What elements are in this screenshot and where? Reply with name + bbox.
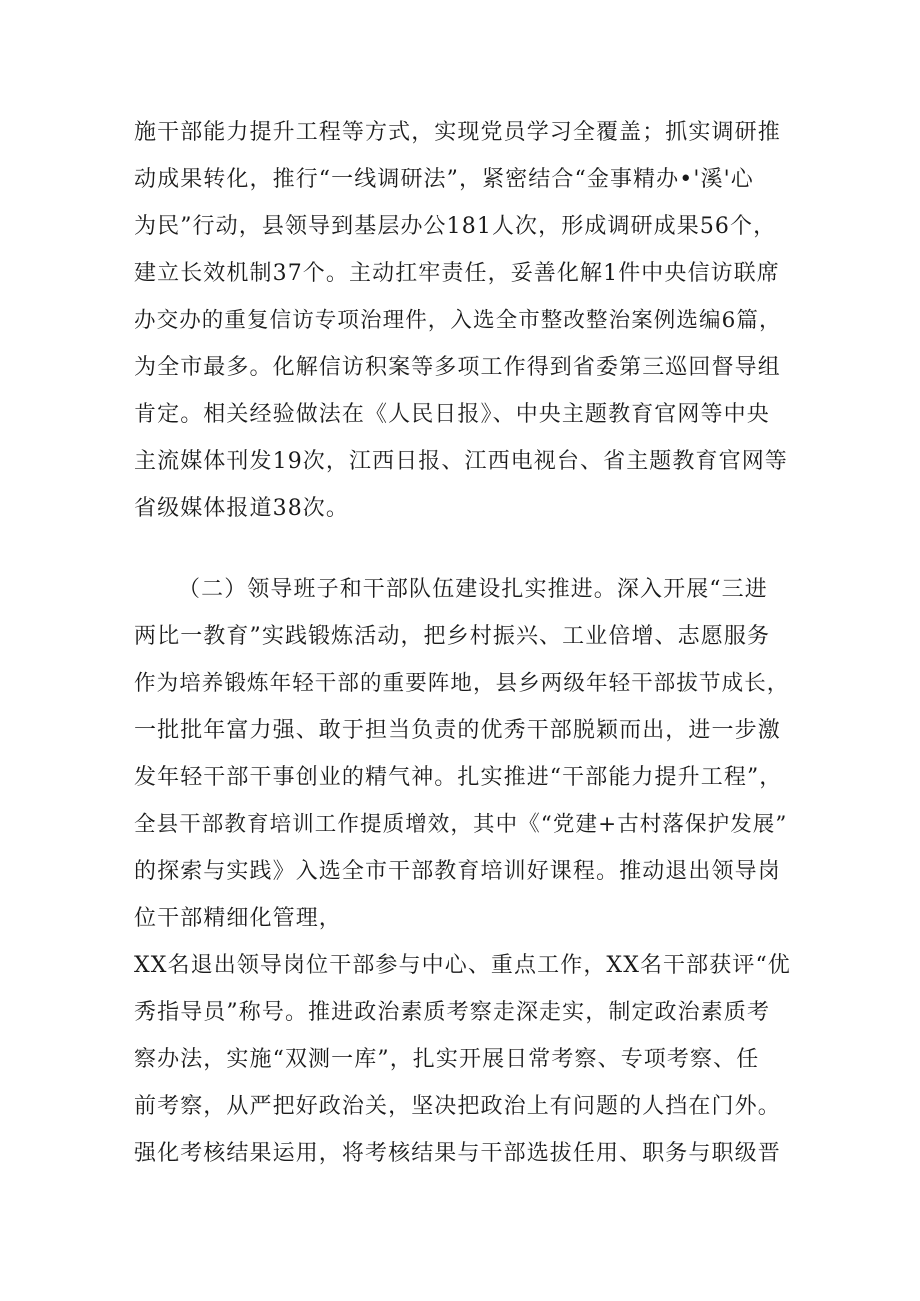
paragraph-line: 建立长效机制37个。主动扛牢责任，妥善化解1件中央信访联席 (134, 261, 780, 286)
paragraph-line: 强化考核结果运用，将考核结果与干部选拔任用、职务与职级晋 (134, 1141, 781, 1166)
paragraph-line: 施干部能力提升工程等方式，实现党员学习全覆盖；抓实调研推 (134, 120, 781, 145)
paragraph-line: 发年轻干部干事创业的精气神。扎实推进“干部能力提升工程”， (134, 765, 783, 790)
paragraph-line: 为民”行动，县领导到基层办公181人次，形成调研成果56个， (134, 214, 777, 239)
paragraph-line: 作为培养锻炼年轻干部的重要阵地，县乡两级年轻干部拔节成长， (134, 671, 790, 696)
paragraph-line: 前考察，从严把好政治关，坚决把政治上有问题的人挡在门外。 (134, 1094, 781, 1119)
paragraph-line: XX名退出领导岗位干部参与中心、重点工作，XX名干部获评“优 (134, 953, 791, 978)
paragraph-line: 主流媒体刊发19次，江西日报、江西电视台、省主题教育官网等 (134, 449, 788, 474)
paragraph-line: 为全市最多。化解信访积案等多项工作得到省委第三巡回督导组 (134, 355, 781, 380)
paragraph-line: 察办法，实施“双测一库”，扎实开展日常考察、专项考察、任 (134, 1047, 760, 1072)
paragraph-line: 两比一教育”实践锻炼活动，把乡村振兴、工业倍增、志愿服务 (134, 624, 771, 649)
paragraph-line: 办交办的重复信访专项治理件，入选全市整改整治案例选编6篇， (134, 308, 782, 333)
paragraph-line: 一批批年富力强、敢于担当负责的优秀干部脱颖而出，进一步激 (134, 718, 781, 743)
paragraph-line: 位干部精细化管理， (134, 906, 342, 931)
paragraph-line: 全县干部教育培训工作提质增效，其中《“党建+古村落保护发展” (134, 812, 788, 837)
paragraph-line: 肯定。相关经验做法在《人民日报》、中央主题教育官网等中央 (134, 402, 770, 427)
section-heading-line: （二）领导班子和干部队伍建设扎实推进。深入开展“三进 (178, 577, 768, 602)
paragraph-line: 省级媒体报道38次。 (134, 496, 349, 521)
paragraph-line: 的探索与实践》入选全市干部教育培训好课程。推动退出领导岗 (134, 859, 781, 884)
paragraph-line: 秀指导员”称号。推进政治素质考察走深走实，制定政治素质考 (134, 1000, 771, 1025)
paragraph-line: 动成果转化，推行“一线调研法”，紧密结合“金事精办•'溪'心 (134, 167, 754, 192)
